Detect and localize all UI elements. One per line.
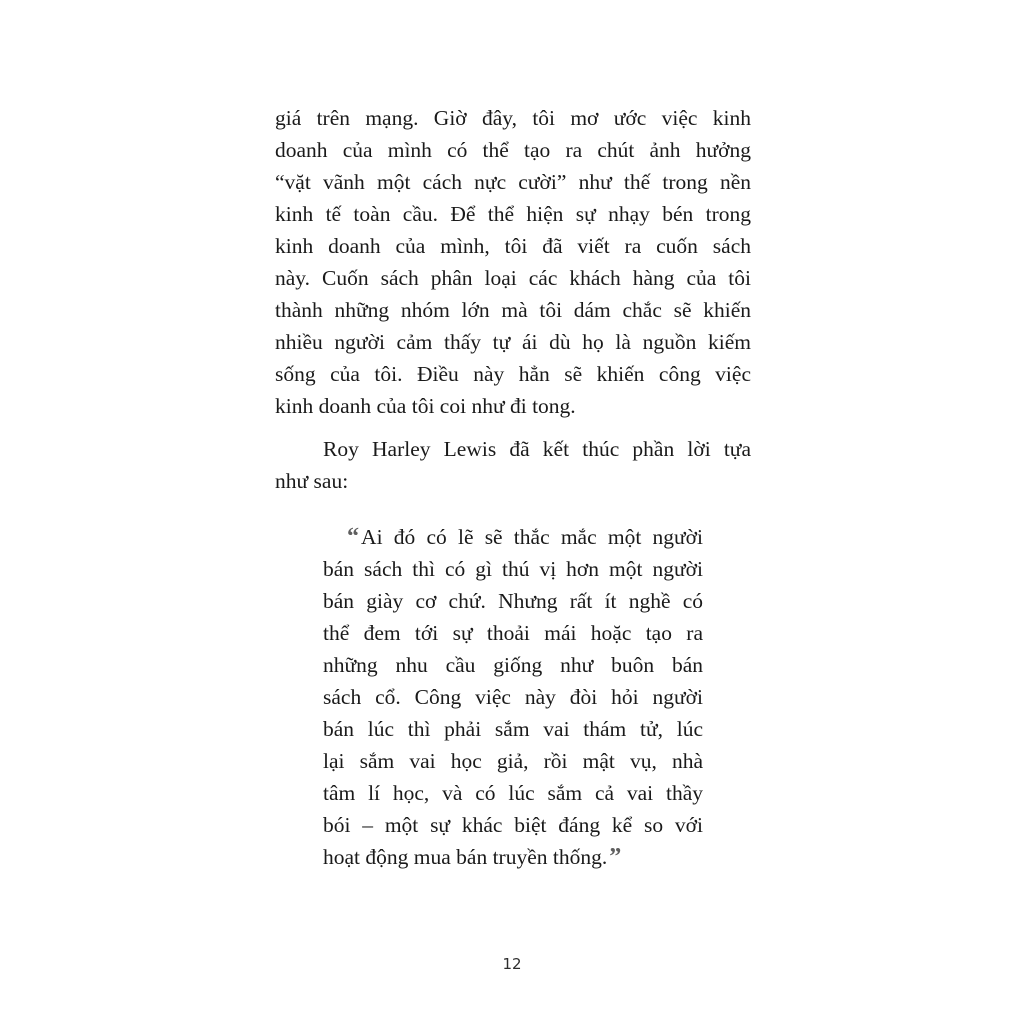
text-line: kinh doanh của mình, tôi đã viết ra cuốn sách	[275, 234, 751, 258]
text-line	[323, 521, 703, 553]
text-line: tâm lí học, và có lúc sắm cả vai thầy	[323, 781, 703, 805]
text-line: giá trên mạng. Giờ đây, tôi mơ ước việc kinh	[275, 106, 751, 130]
text-line: sách cổ. Công việc này đòi hỏi người	[323, 685, 703, 709]
open-quote-icon: “	[347, 524, 359, 550]
text-line: thành những nhóm lớn mà tôi dám chắc sẽ khiến	[275, 298, 751, 322]
text-line: Roy Harley Lewis đã kết thúc phần lời tựa	[323, 437, 751, 461]
paragraph-1	[275, 102, 751, 422]
text-line: những nhu cầu giống như buôn bán	[323, 653, 703, 677]
quote-text: hoạt động mua bán truyền thống.	[323, 845, 608, 869]
block-quote	[323, 521, 703, 873]
text-line: “vặt vãnh một cách nực cười” như thế trong nền	[275, 170, 751, 194]
text-line: bán sách thì có gì thú vị hơn một người	[323, 557, 703, 581]
text-line: kinh doanh của tôi coi như đi tong.	[275, 394, 576, 418]
text-line: thể đem tới sự thoải mái hoặc tạo ra	[323, 621, 703, 645]
text-line: bán lúc thì phải sắm vai thám tử, lúc	[323, 717, 703, 741]
text-line: nhiều người cảm thấy tự ái dù họ là nguồn kiếm	[275, 330, 751, 354]
page-content	[275, 102, 751, 873]
text-line: doanh của mình có thể tạo ra chút ảnh hưởng	[275, 138, 751, 162]
text-line: như sau:	[275, 469, 349, 493]
text-line: bói – một sự khác biệt đáng kể so với	[323, 813, 703, 837]
close-quote-icon: ”	[609, 844, 621, 870]
text-line: kinh tế toàn cầu. Để thể hiện sự nhạy bén trong	[275, 202, 751, 226]
text-line: bán giày cơ chứ. Nhưng rất ít nghề có	[323, 589, 703, 613]
paragraph-2	[275, 433, 751, 497]
page-number: 12	[502, 955, 522, 973]
quote-text: Ai đó có lẽ sẽ thắc mắc một người	[361, 525, 703, 549]
text-line: sống của tôi. Điều này hẳn sẽ khiến công việc	[275, 362, 751, 386]
text-line: lại sắm vai học giả, rồi mật vụ, nhà	[323, 749, 703, 773]
text-line: này. Cuốn sách phân loại các khách hàng của tôi	[275, 266, 751, 290]
text-line	[323, 841, 703, 873]
